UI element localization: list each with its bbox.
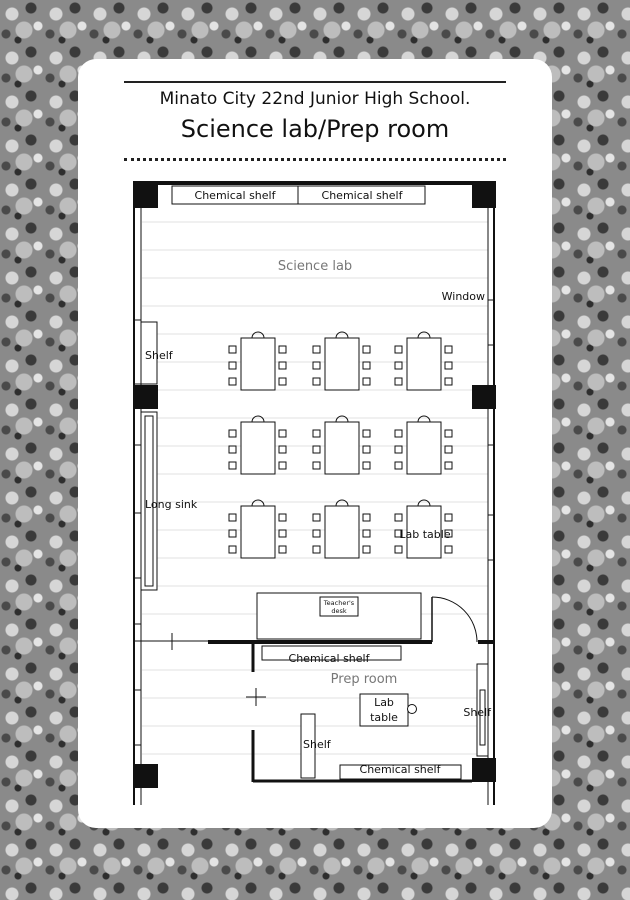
- stool: [395, 346, 402, 353]
- stool: [395, 546, 402, 553]
- table-top: [241, 422, 275, 474]
- lab-table: [313, 500, 370, 558]
- teachers-desk-label-line1: Teacher's: [323, 599, 355, 607]
- stool: [279, 462, 286, 469]
- lab-tables: [229, 332, 452, 558]
- lab-table: [395, 416, 452, 474]
- lab-table: [313, 332, 370, 390]
- stool: [279, 514, 286, 521]
- lab-table: [229, 416, 286, 474]
- stool: [395, 430, 402, 437]
- stool: [229, 362, 236, 369]
- sink-arc: [336, 500, 348, 506]
- stool: [229, 378, 236, 385]
- stool: [229, 462, 236, 469]
- bottom-chemical-shelf-label: Chemical shelf: [359, 763, 441, 776]
- prep-lab-table-label-line1: Lab: [374, 696, 394, 709]
- stool: [313, 378, 320, 385]
- stool: [279, 446, 286, 453]
- table-top: [241, 506, 275, 558]
- stool: [363, 462, 370, 469]
- stool: [395, 446, 402, 453]
- stool: [445, 362, 452, 369]
- stool: [279, 546, 286, 553]
- stool: [279, 530, 286, 537]
- shelf-label: Shelf: [145, 349, 173, 362]
- stool: [279, 430, 286, 437]
- lab-table: [395, 332, 452, 390]
- table-top: [325, 422, 359, 474]
- sink-arc: [252, 332, 264, 338]
- table-top: [325, 338, 359, 390]
- right-shelf-label: Shelf: [463, 706, 491, 719]
- outer-walls: [133, 183, 496, 805]
- stool: [313, 346, 320, 353]
- stool: [445, 346, 452, 353]
- stool: [363, 514, 370, 521]
- stool: [279, 362, 286, 369]
- stool: [229, 546, 236, 553]
- sink-arc: [418, 416, 430, 422]
- stool: [445, 462, 452, 469]
- sink-arc: [418, 332, 430, 338]
- stool: [313, 362, 320, 369]
- stool: [229, 430, 236, 437]
- lab-table: [229, 332, 286, 390]
- stool: [279, 346, 286, 353]
- lab-table-label: Lab table: [399, 528, 451, 541]
- prep-chemical-shelf-label: Chemical shelf: [288, 652, 370, 665]
- stool: [313, 530, 320, 537]
- stool: [313, 446, 320, 453]
- table-top: [407, 422, 441, 474]
- stool: [313, 546, 320, 553]
- school-name: Minato City 22nd Junior High School.: [159, 89, 471, 109]
- table-top: [325, 506, 359, 558]
- stool: [395, 378, 402, 385]
- sink-arc: [418, 500, 430, 506]
- sink-arc: [252, 416, 264, 422]
- prep-room-door[interactable]: [432, 597, 477, 642]
- teachers-desk-label-line2: desk: [331, 607, 347, 615]
- prep-shelf-label: Shelf: [303, 738, 331, 751]
- stool: [445, 514, 452, 521]
- stool: [363, 346, 370, 353]
- ruled-lines: [142, 222, 488, 754]
- sink-arc: [252, 500, 264, 506]
- lab-table: [313, 416, 370, 474]
- sink-arc: [336, 332, 348, 338]
- stool: [445, 446, 452, 453]
- chemical-shelf-label: Chemical shelf: [321, 189, 403, 202]
- prep-lab-table-label-line2: table: [370, 711, 398, 724]
- sink-arc: [336, 416, 348, 422]
- table-top: [407, 338, 441, 390]
- stool: [395, 514, 402, 521]
- stool: [229, 530, 236, 537]
- stool: [363, 430, 370, 437]
- stool: [395, 362, 402, 369]
- stool: [363, 362, 370, 369]
- stool: [408, 705, 417, 714]
- science-lab-label: Science lab: [277, 259, 353, 274]
- pillars: [134, 184, 496, 788]
- chemical-shelf-label: Chemical shelf: [194, 189, 276, 202]
- stool: [363, 546, 370, 553]
- stool: [313, 462, 320, 469]
- stool: [445, 546, 452, 553]
- top-chemical-shelves: [172, 186, 425, 204]
- window-label: Window: [441, 290, 485, 303]
- stool: [313, 514, 320, 521]
- prep-room-label: Prep room: [330, 672, 398, 687]
- stool: [229, 446, 236, 453]
- long-sink-label: Long sink: [145, 498, 198, 511]
- stool: [229, 346, 236, 353]
- stool: [313, 430, 320, 437]
- stool: [279, 378, 286, 385]
- stool: [363, 446, 370, 453]
- stool: [445, 430, 452, 437]
- page-title: Science lab/Prep room: [180, 115, 450, 143]
- stool: [363, 530, 370, 537]
- stool: [445, 378, 452, 385]
- lab-table: [229, 500, 286, 558]
- stool: [229, 514, 236, 521]
- stool: [395, 462, 402, 469]
- table-top: [241, 338, 275, 390]
- stool: [363, 378, 370, 385]
